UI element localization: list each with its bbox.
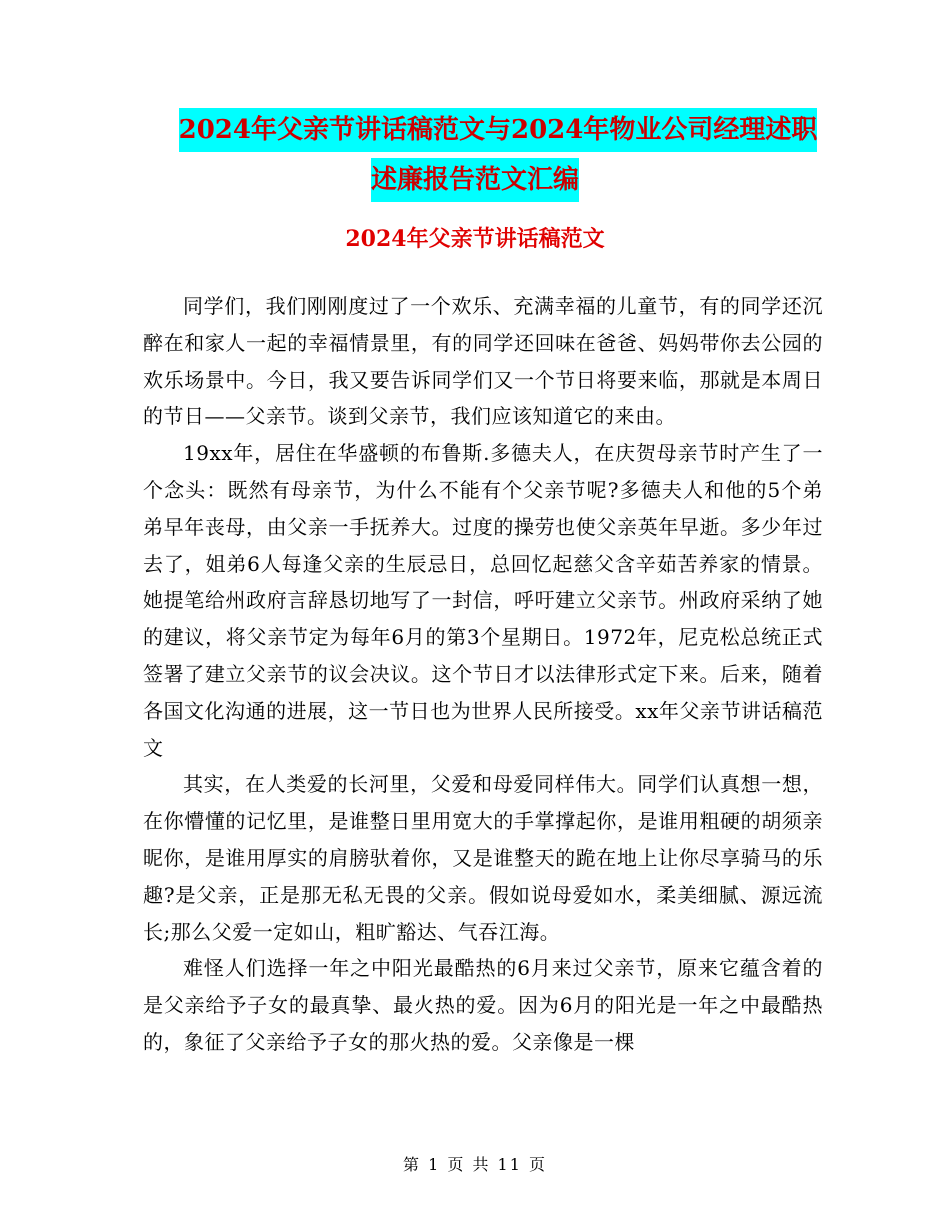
- title-line-1: 2024年父亲节讲话稿范文与2024年物业公司经理述职: [179, 108, 818, 152]
- paragraph: 其实，在人类爱的长河里，父爱和母爱同样伟大。同学们认真想一想，在你懵懂的记忆里，是谁整日里用宽大的手掌撑起你，是谁用粗硬的胡须亲昵你，是谁用厚实的肩膀驮着你，又是谁整天的跪在地上让你尽享骑马的乐趣?是父亲，正是那无私无畏的父亲。假如说母爱如水，柔美细腻、源远流长;那么父爱一定如山，粗旷豁达、气吞江海。: [143, 772, 823, 944]
- body-text: [143, 288, 823, 1061]
- paragraph: 同学们，我们刚刚度过了一个欢乐、充满幸福的儿童节，有的同学还沉醉在和家人一起的幸福情景里，有的同学还回味在爸爸、妈妈带你去公园的欢乐场景中。今日，我又要告诉同学们又一个节日将要来临，那就是本周日的节日——父亲节。谈到父亲节，我们应该知道它的来由。: [143, 294, 823, 429]
- title-line-2: 述廉报告范文汇编: [371, 158, 579, 202]
- paragraph: 19xx年，居住在华盛顿的布鲁斯.多德夫人，在庆贺母亲节时产生了一个念头：既然有母亲节，为什么不能有个父亲节呢?多德夫人和他的5个弟弟早年丧母，由父亲一手抚养大。过度的操劳也使父亲英年早逝。多少年过去了，姐弟6人每逢父亲的生辰忌日，总回忆起慈父含辛茹苦养家的情景。她提笔给州政府言辞恳切地写了一封信，呼吁建立父亲节。州政府采纳了她的建议，将父亲节定为每年6月的第3个星期日。1972年，尼克松总统正式签署了建立父亲节的议会决议。这个节日才以法律形式定下来。后来，随着各国文化沟通的进展，这一节日也为世界人民所接受。xx年父亲节讲话稿范文: [143, 441, 823, 760]
- page-footer: 第 1 页 共 11 页: [403, 1155, 547, 1174]
- document-title: [0, 108, 950, 202]
- paragraph: 难怪人们选择一年之中阳光最酷热的6月来过父亲节，原来它蕴含着的是父亲给予子女的最真挚、最火热的爱。因为6月的阳光是一年之中最酷热的，象征了父亲给予子女的那火热的爱。父亲像是一棵: [143, 956, 823, 1054]
- section-title: 2024年父亲节讲话稿范文: [345, 226, 605, 252]
